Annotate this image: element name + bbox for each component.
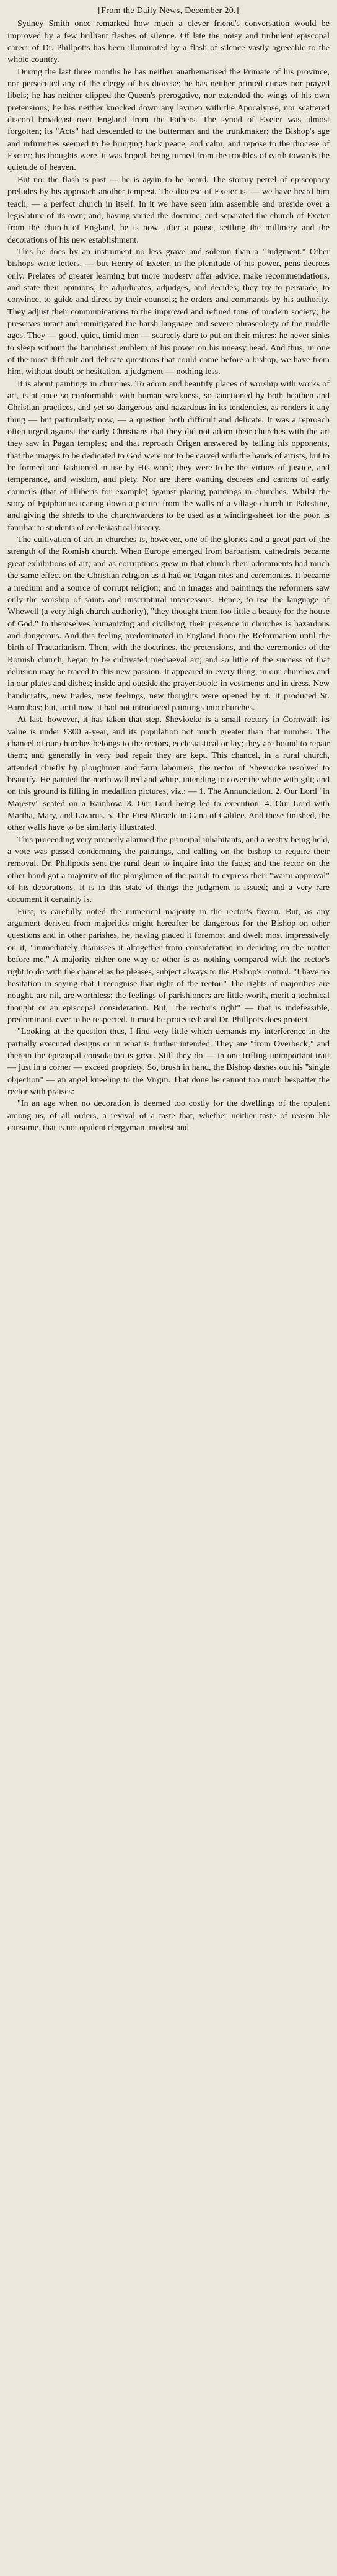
paragraph-judgment: This he does by an instrument no less grave and solemn than a "Judgment." Other bishops write letters, — but Henry of Exeter, in the plenitude of his power, pens decrees only. Prelates of greater learning but more modesty offer advice, make recommendations, and state their opinions; he adjudicates, adjudges, and decides; they try to persuade, to convince, to guide and direct by their counsels; he orders and commands by his authority. They adjust their communications to the improved and refined tone of modern society; he preserves intact and unmitigated the harsh language and severe phraseology of the middle ages. They — good, quiet, timid men — scarcely dare to put on their mitres; he never sinks to sleep without the haughtiest emblem of his power on his uneasy head. And thus, in one of the most difficult and delicate questions that could come before a bishop, we have from him, without doubt or hesitation, a judgment — nothing less. (7, 246, 330, 377)
dateline: [From the Daily News, December 20.] (98, 6, 239, 16)
paragraph-paintings: It is about paintings in churches. To adorn and beautify places of worship with works of art, is at once so conformable with human weakness, so sanctioned by both heathen and Christian practices, and yet so dangerous and hazardous in its tendencies, as renders it any thing — but particularly now, — a question both difficult and delicate. It was a reproach often urged against the early Christians that they did not adorn their churches with the art they saw in Pagan temples; and that reproach Origen answered by telling his opponents, that the images to be dedicated to God were not to be carved with the hands of artists, but to be formed and fashioned in use by His word; they were to be the virtues of justice, and temperance, and wisdom, and piety. Nor are there wanting decrees and canons of early councils (that of Illiberis for example) against placing paintings in churches. Whilst the story of Epiphanius tearing down a picture from the walls of a village church in Palestine, and giving the shreds to the churchwardens to be used as a winding-sheet for the poor, is familiar to students of ecclesiastical history. (7, 378, 330, 533)
paragraph-quotation: "In an age when no decoration is deemed too costly for the dwellings of the opulent among us, of all orders, a revival of a taste that, whether neither taste of reason ble consume, that is not opulent clergyman, modest and (7, 1099, 330, 1133)
paragraph-flash-past: But no: the flash is past — he is again to be heard. The stormy petrel of episcopacy preludes by his approach another tempest. The diocese of Exeter is, — we have heard him teach, — a perfect church in itself. In it we have seen him assemble and preside over a legislature of its own; and, having varied the doctrine, and separated the church of Exeter from the church of England, he is now, after a pause, settling the millinery and the decorations of his new establishment. (7, 174, 330, 245)
paragraph-intro: Sydney Smith once remarked how much a clever friend's conversation would be improved by a few brilliant flashes of silence. Of late the noisy and turbulent episcopal career of Dr. Phillpotts has been illuminated by a flash of silence vastly agreeable to the whole country. (7, 19, 330, 65)
paragraph-overbeck: "Looking at the question thus, I find very little which demands my interference in the partially executed designs or in what is further intended. They are "from Overbeck;" and therein the episcopal consolation is great. Still they do — in one trifling unimportant trait — just in a corner — exceed propriety. So, brush in hand, the Bishop dashes out his "single objection" — an angel kneeling to the Virgin. That done he cannot too much bespatter the rector with praises: (7, 1027, 330, 1097)
paragraph-silence: During the last three months he has neither anathematised the Primate of his province, nor persecuted any of the clergy of his diocese; he has neither printed curses nor prayed libels; he has neither clipped the Queen's prerogative, nor extended the wings of his own pretensions; he has neither knocked down any laymen with the Apocalypse, nor scattered discord broadcast over England from the Fathers. The synod of Exeter was almost forgotten; its "Acts" had descended to the butterman and the trunkmaker; the Bishop's age and infirmities seemed to be bringing back peace, and calm, and repose to the diocese of Exeter; his thoughts were, it was hoped, being turned from the troubles of earth towards the quietude of heaven. (7, 66, 330, 173)
paragraph-cultivation-of-art: The cultivation of art in churches is, however, one of the glories and a great part of the strength of the Romish church. When Europe emerged from barbarism, cathedrals became great exhibitions of art; and as corruptions grew in that church their adornments had much the same effect on the Christian religion as it had on Pagan rites and ceremonies. It became a medium and a source of corrupt religion; and in images and paintings the reformers saw only the worship of saints and unscriptural intercessors. Hence, to use the language of Whewell (a very high church authority), "they thought them too little a beauty for the house of God." In themselves humanizing and civilising, their presence in churches is hazardous and dangerous. And this feeling predominated in England from the Reformation until the birth of Tractarianism. Then, with the doctrines, the pretensions, and the ceremonies of the Romish church, began to be cultivated mediaeval art; and so little of the success of that delusion may be traced to this new passion. It appeared in every thing; in our churches and in our plates and dishes; inside and outside the prayer-book; in vestments and in dress. New handicrafts, new trades, new feelings, new thoughts were opened by it. It produced St. Barnabas; but, until now, it had not introduced paintings into churches. (7, 535, 330, 713)
paragraph-sheviocke: At last, however, it has taken that step. Shevioeke is a small rectory in Cornwall; its value is under £300 a-year, and its population not much greater than that number. The chancel of our churches belongs to the rectors, ecclesiastical or lay; they are bound to repair them; and generally in very bad repair they are kept. This chancel, in a rural church, attended chiefly by ploughmen and farm labourers, the rector of Sheviocke resolved to beautify. He painted the north wall red and white, intending to cover the white with gilt; and on this ground is filling in medallion pictures, viz.: — 1. The Annunciation. 2. Our Lord "in Majesty" seated on a Rainbow. 3. Our Lord being led to execution. 4. Our Lord with Martha, Mary, and Lazarus. 5. The First Miracle in Cana of Galilee. And these finished, the other walls have to be similarly illustrated. (7, 715, 330, 833)
paragraph-vestry: This proceeding very properly alarmed the principal inhabitants, and a vestry being held, a vote was passed condemning the paintings, and calling on the bishop to require their removal. Dr. Phillpotts sent the rural dean to inquire into the facts; and the rector on the other hand got a majority of the ploughmen of the parish to express their "warm approval" of his decorations. It is in this state of things the judgment is issued; and a very rare document it certainly is. (7, 834, 330, 905)
paragraph-majority: First, is carefully noted the numerical majority in the rector's favour. But, as any argument derived from majorities might hereafter be dangerous for the Bishop on other questions and in other parishes, he, having placed it foremost and dwelt most impressively on it, "immediately dismisses it altogether from consideration in deciding on the matter before me." A majority either one way or other is as nothing compared with the rector's right to do with the chancel as he pleases, subject always to the Bishop's control. "I have no hesitation in saying that I recognise that right of the rector." The rights of majorities are nought, are nil, are worthless; the feelings of parishioners are little worth, merit a technical thought or an episcopal consideration. But, "the rector's right" — that is indefeasible, predominant, ever to be respected. It must be protected; and Dr. Phillpots does protect. (7, 906, 330, 1025)
